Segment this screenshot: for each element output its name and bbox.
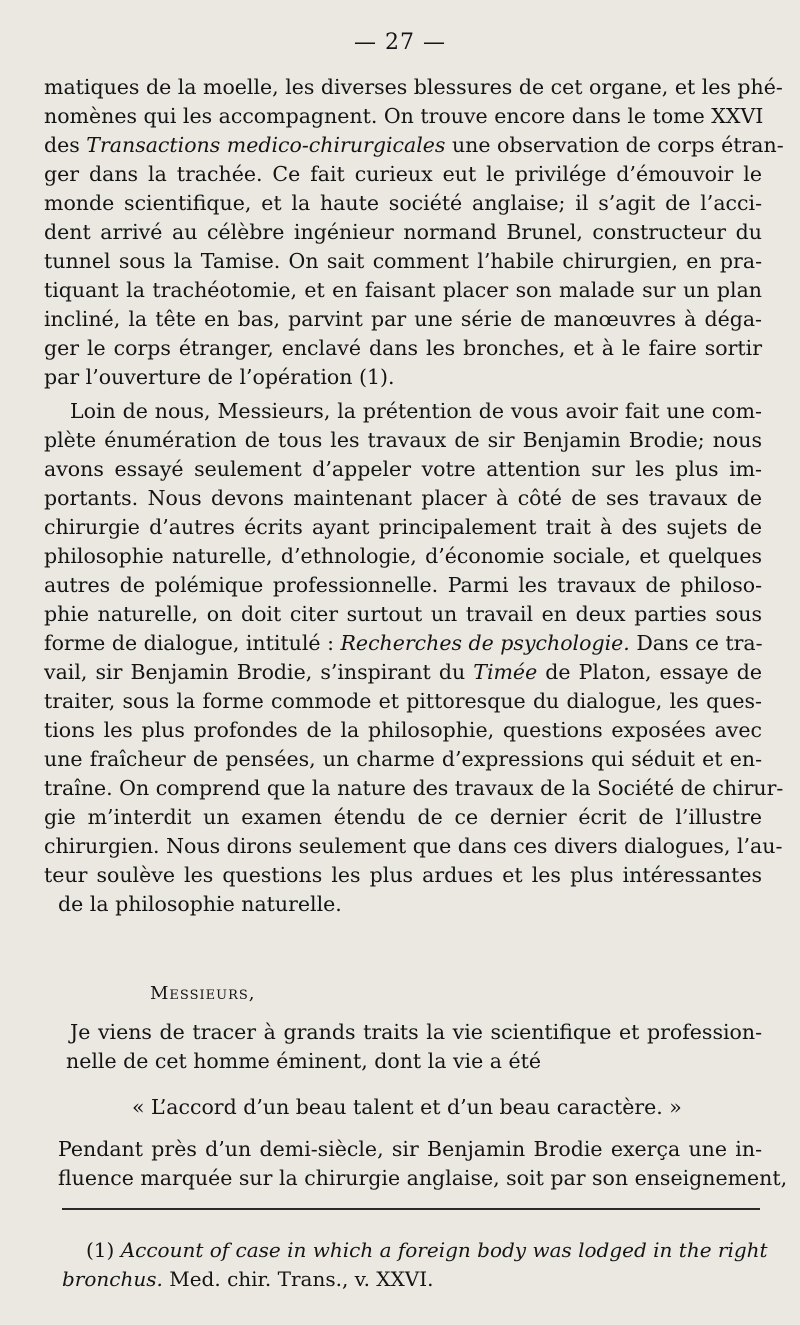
salutation: Messieurs,	[150, 983, 256, 1004]
italic-title: Transactions medico-chirurgicales	[86, 133, 446, 157]
text-line: chirurgie d’autres écrits ayant principalement trait à des sujets de	[44, 515, 762, 539]
text-line: Loin de nous, Messieurs, la prétention de vous avoir fait une com-	[70, 399, 762, 423]
text-segment: une observation de corps étran-	[445, 133, 784, 157]
text-line: phie naturelle, on doit citer surtout un travail en deux parties sous	[44, 602, 762, 626]
text-line: incliné, la tête en bas, parvint par une série de manœuvres à déga-	[44, 307, 762, 331]
text-line: une fraîcheur de pensées, un charme d’expressions qui séduit et en-	[44, 747, 762, 771]
text-segment: vail, sir Benjamin Brodie, s’inspirant du	[44, 660, 474, 684]
text-line: traîne. On comprend que la nature des travaux de la Société de chirur-	[44, 776, 784, 800]
footnote-divider	[62, 1208, 760, 1210]
text-segment: de Platon, essaye de	[537, 660, 762, 684]
text-line	[44, 131, 784, 159]
text-line: Je viens de tracer à grands traits la vie scientifique et profession-	[70, 1020, 762, 1044]
text-line: philosophie naturelle, d’ethnologie, d’économie sociale, et quelques	[44, 544, 762, 568]
text-line: autres de polémique professionnelle. Parmi les travaux de philoso-	[44, 573, 762, 597]
text-line: tunnel sous la Tamise. On sait comment l’habile chirurgien, en pra-	[44, 249, 762, 273]
text-line: monde scientifique, et la haute société anglaise; il s’agit de l’acci-	[44, 191, 762, 215]
text-segment: forme de dialogue, intitulé :	[44, 631, 341, 655]
text-line: portants. Nous devons maintenant placer à côté de ses travaux de	[44, 486, 762, 510]
text-line: dent arrivé au célèbre ingénieur normand Brunel, constructeur du	[44, 220, 762, 244]
text-line	[44, 658, 762, 686]
quotation: « L’accord d’un beau talent et d’un beau caractère. »	[132, 1095, 682, 1119]
footnote-marker: (1)	[86, 1238, 121, 1262]
italic-title: Recherches de psychologie.	[340, 631, 630, 655]
text-line: chirurgien. Nous dirons seulement que dans ces divers dialogues, l’au-	[44, 834, 783, 858]
text-line: avons essayé seulement d’appeler votre attention sur les plus im-	[44, 457, 762, 481]
text-line: fluence marquée sur la chirurgie anglaise, soit par son enseignement,	[58, 1166, 788, 1190]
text-line: tions les plus profondes de la philosophie, questions exposées avec	[44, 718, 762, 742]
text-line: ger le corps étranger, enclavé dans les bronches, et à le faire sortir	[44, 336, 762, 360]
text-line: Pendant près d’un demi-siècle, sir Benjamin Brodie exerça une in-	[58, 1137, 762, 1161]
footnote-title: bronchus.	[62, 1267, 163, 1291]
text-line: ger dans la trachée. Ce fait curieux eut le privilége d’émouvoir le	[44, 162, 762, 186]
footnote-title: Account of case in which a foreign body was lodged in the right	[120, 1238, 768, 1262]
footnote-line	[86, 1236, 768, 1264]
text-line: matiques de la moelle, les diverses blessures de cet organe, et les phé-	[44, 75, 783, 99]
italic-title: Timée	[473, 660, 538, 684]
page-number: — 27 —	[354, 30, 446, 55]
text-line: par l’ouverture de l’opération (1).	[44, 365, 395, 389]
text-line: teur soulève les questions les plus ardues et les plus intéressantes	[44, 863, 762, 887]
text-line: plète énumération de tous les travaux de sir Benjamin Brodie; nous	[44, 428, 762, 452]
footnote-reference: Med. chir. Trans., v. XXVI.	[162, 1267, 434, 1291]
text-segment: Dans ce tra-	[629, 631, 763, 655]
text-line: nomènes qui les accompagnent. On trouve encore dans le tome XXVI	[44, 104, 764, 128]
text-segment: des	[44, 133, 87, 157]
text-line: gie m’interdit un examen étendu de ce dernier écrit de l’illustre	[44, 805, 762, 829]
text-line: traiter, sous la forme commode et pittoresque du dialogue, les ques-	[44, 689, 762, 713]
text-line	[44, 629, 762, 657]
text-line: tiquant la trachéotomie, et en faisant placer son malade sur un plan	[44, 278, 762, 302]
footnote-line	[62, 1265, 433, 1293]
text-line: de la philosophie naturelle.	[58, 892, 342, 916]
text-line: nelle de cet homme éminent, dont la vie a été	[66, 1049, 541, 1073]
